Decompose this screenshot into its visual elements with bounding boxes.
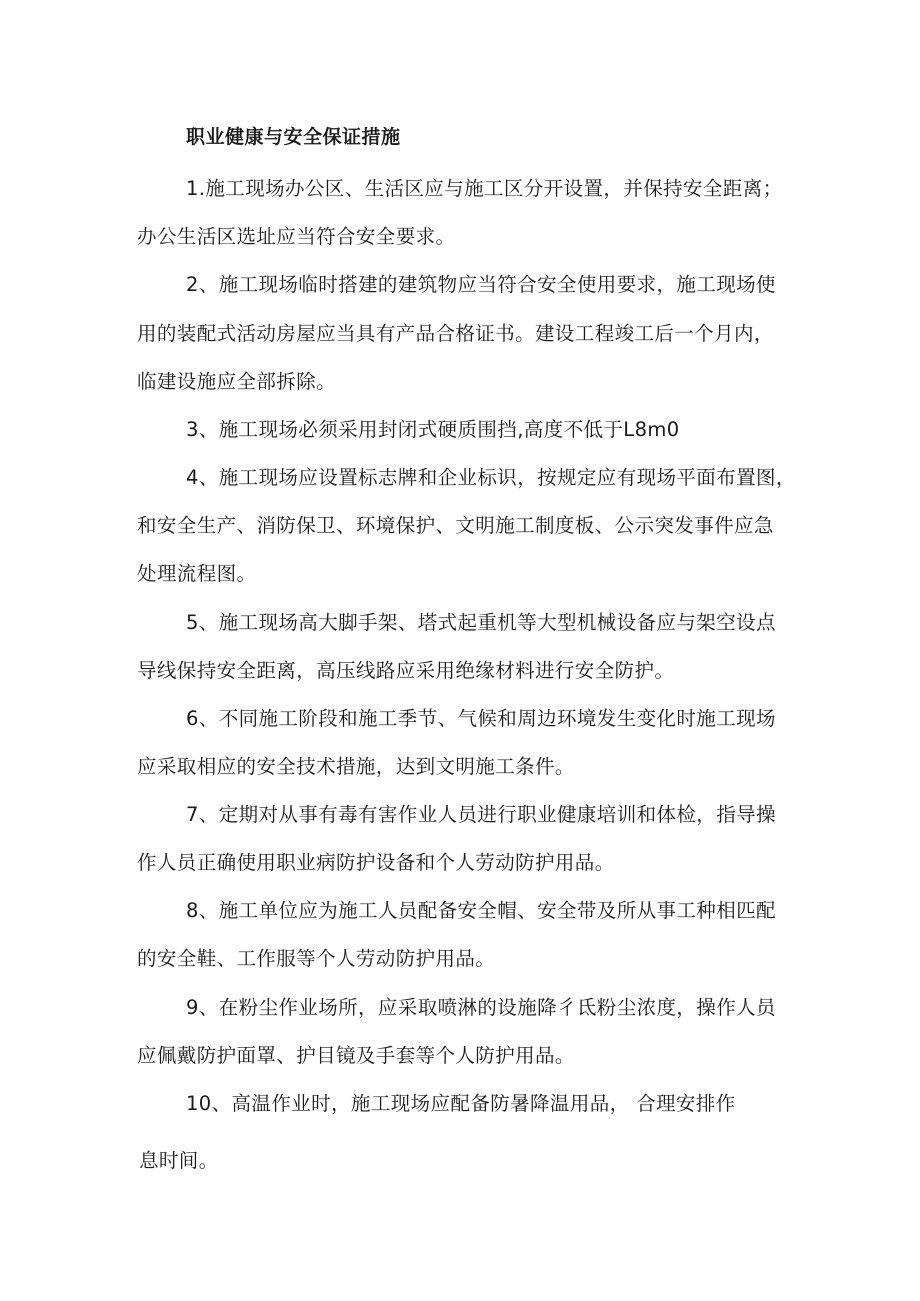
- paragraph-6-line-1: 6、不同施工阶段和施工季节、气候和周边环境发生变化时施工现场: [186, 707, 776, 730]
- paragraph-7-line-2: 作人员正确使用职业病防护设备和个人劳动防护用品。: [137, 851, 615, 874]
- paragraph-1-line-2: 办公生活区选址应当符合安全要求。: [137, 225, 456, 248]
- paragraph-4-line-3: 处理流程图。: [137, 562, 257, 585]
- paragraph-2-line-1: 2、施工现场临时搭建的建筑物应当符合安全使用要求，施工现场使: [186, 273, 776, 296]
- paragraph-4-line-2: 和安全生产、消防保卫、环境保护、文明施工制度板、公示突发事件应急: [137, 514, 774, 537]
- paragraph-6-line-2: 应采取相应的安全技术措施，达到文明施工条件。: [137, 755, 575, 778]
- paragraph-5-line-1: 5、施工现场高大脚手架、塔式起重机等大型机械设备应与架空设点: [186, 611, 776, 634]
- paragraph-7-line-1: 7、定期对从事有毒有害作业人员进行职业健康培训和体检，指导操: [186, 803, 776, 826]
- paragraph-8-line-2: 的安全鞋、工作服等个人劳动防护用品。: [137, 947, 496, 970]
- paragraph-1-line-1: 1.施工现场办公区、生活区应与施工区分开设置，并保持安全距离；: [186, 177, 783, 200]
- paragraph-10-line-2: 息时间。: [139, 1149, 219, 1172]
- document-title: 职业健康与安全保证措施: [186, 126, 401, 148]
- paragraph-9-line-2: 应佩戴防护面罩、护目镜及手套等个人防护用品。: [137, 1044, 575, 1067]
- paragraph-8-line-1: 8、施工单位应为施工人员配备安全帽、安全带及所从事工种相匹配: [186, 899, 776, 922]
- paragraph-10-line-1: 10、高温作业时，施工现场应配备防暑降温用品， 合理安排作: [186, 1092, 736, 1115]
- paragraph-2-line-2: 用的装配式活动房屋应当具有产品合格证书。建设工程竣工后一个月内，: [137, 322, 774, 345]
- paragraph-3-line-1: 3、施工现场必须采用封闭式硬质围挡,高度不低于L8m0: [186, 418, 680, 441]
- paragraph-5-line-2: 导线保持安全距离，高压线路应采用绝缘材料进行安全防护。: [137, 659, 675, 682]
- paragraph-4-line-1: 4、施工现场应设置标志牌和企业标识，按规定应有现场平面布置图，: [186, 466, 796, 489]
- paragraph-9-line-1: 9、在粉尘作业场所，应采取喷淋的设施降彳氐粉尘浓度，操作人员: [186, 996, 776, 1019]
- paragraph-2-line-3: 临建设施应全部拆除。: [137, 370, 337, 393]
